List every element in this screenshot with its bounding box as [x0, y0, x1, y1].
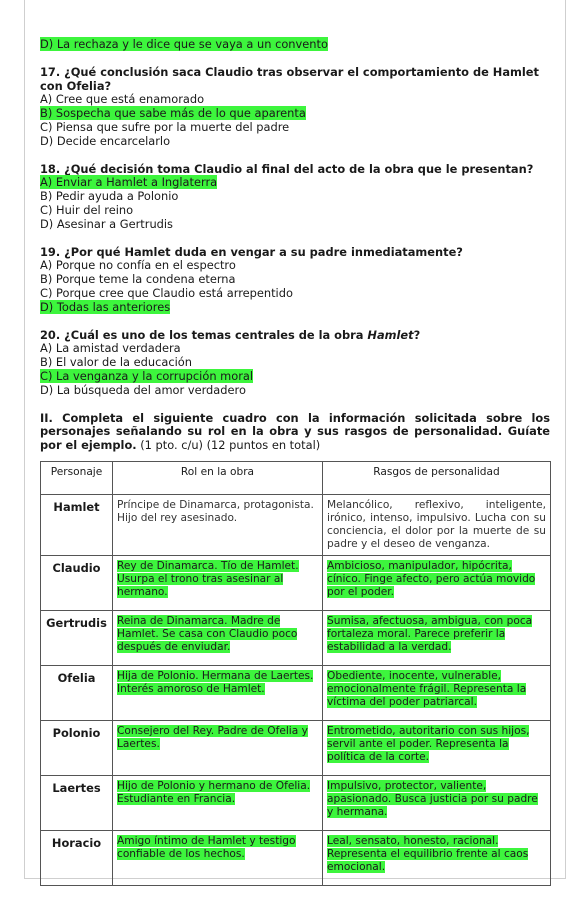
question-title: 19. ¿Por qué Hamlet duda en vengar a su padre inmediatamente?	[40, 244, 463, 259]
question-title: 17. ¿Qué conclusión saca Claudio tras observar el comportamiento de Hamlet con Ofelia?	[40, 64, 539, 93]
option-d: D) Decide encarcelarlo	[40, 133, 171, 148]
question-title: 18. ¿Qué decisión toma Claudio al final del acto de la obra que le presentan?	[40, 161, 534, 176]
option-a: A) Cree que está enamorado	[40, 92, 205, 107]
traits-cell: Entrometido, autoritario con sus hijos, servil ante el poder. Representa la política de la corte.	[323, 720, 551, 775]
option-b: B) Porque teme la condena eterna	[40, 272, 236, 287]
character-name: Gertrudis	[41, 610, 113, 665]
role-cell: Reina de Dinamarca. Madre de Hamlet. Se casa con Claudio poco después de enviudar.	[113, 610, 323, 665]
role-cell: Hijo de Polonio y hermano de Ofelia. Estudiante en Francia.	[113, 775, 323, 830]
question-18	[40, 163, 550, 232]
option-b: B) Pedir ayuda a Polonio	[40, 189, 179, 204]
document-body	[40, 38, 550, 886]
question-19	[40, 246, 550, 315]
header-rasgos: Rasgos de personalidad	[323, 461, 551, 494]
option-a: A) La amistad verdadera	[40, 341, 181, 356]
character-name: Laertes	[41, 775, 113, 830]
option-c: C) La venganza y la corrupción moral	[40, 368, 254, 383]
role-cell: Hija de Polonio. Hermana de Laertes. Interés amoroso de Hamlet.	[113, 665, 323, 720]
question-17	[40, 66, 550, 149]
table-row	[41, 494, 551, 555]
table-header-row	[41, 461, 551, 494]
role-cell: Príncipe de Dinamarca, protagonista. Hijo del rey asesinado.	[113, 494, 323, 555]
option-d: D) Todas las anteriores	[40, 299, 171, 314]
option-c: C) Porque cree que Claudio está arrepentido	[40, 285, 293, 300]
traits-cell: Sumisa, afectuosa, ambigua, con poca fortaleza moral. Parece preferir la estabilidad a la verdad.	[323, 610, 551, 665]
question-title: 20. ¿Cuál es uno de los temas centrales de la obra Hamlet?	[40, 327, 421, 342]
table-row	[41, 830, 551, 885]
traits-cell: Ambicioso, manipulador, hipócrita, cínico. Finge afecto, pero actúa movido por el poder.	[323, 555, 551, 610]
option-a: A) Enviar a Hamlet a Inglaterra	[40, 175, 218, 190]
role-cell: Amigo íntimo de Hamlet y testigo confiable de los hechos.	[113, 830, 323, 885]
option-c: C) Piensa que sufre por la muerte del padre	[40, 119, 290, 134]
table-row	[41, 610, 551, 665]
role-cell: Consejero del Rey. Padre de Ofelia y Laertes.	[113, 720, 323, 775]
table-row	[41, 720, 551, 775]
question-20	[40, 329, 550, 398]
option-b: B) Sospecha que sabe más de lo que aparenta	[40, 106, 306, 121]
traits-cell: Melancólico, reflexivo, inteligente, irónico, intenso, impulsivo. Lucha con su conciencia, el dolor por la muerte de su padre y el deseo de venganza.	[323, 494, 551, 555]
character-name: Polonio	[41, 720, 113, 775]
traits-cell: Impulsivo, protector, valiente, apasionado. Busca justicia por su padre y hermana.	[323, 775, 551, 830]
option-b: B) El valor de la educación	[40, 355, 192, 370]
previous-answer: D) La rechaza y le dice que se vaya a un convento	[40, 37, 328, 51]
table-row	[41, 555, 551, 610]
characters-table	[40, 461, 551, 886]
header-personaje: Personaje	[41, 461, 113, 494]
table-row	[41, 665, 551, 720]
option-d: D) Asesinar a Gertrudis	[40, 216, 173, 231]
header-rol: Rol en la obra	[113, 461, 323, 494]
traits-cell: Obediente, inocente, vulnerable, emocionalmente frágil. Representa la víctima del poder patriarcal.	[323, 665, 551, 720]
table-row	[41, 775, 551, 830]
role-cell: Rey de Dinamarca. Tío de Hamlet. Usurpa el trono tras asesinar al hermano.	[113, 555, 323, 610]
character-name: Ofelia	[41, 665, 113, 720]
section-ii-instructions: II. Completa el siguiente cuadro con la información solicitada sobre los personajes señalando su rol en la obra y sus rasgos de personalidad. Guíate por el ejemplo. (1 pto. c/u) (12 puntos en total)	[40, 410, 550, 453]
option-c: C) Huir del reino	[40, 202, 134, 217]
option-a: A) Porque no confía en el espectro	[40, 258, 236, 273]
character-name: Hamlet	[41, 494, 113, 555]
option-d: D) La búsqueda del amor verdadero	[40, 382, 246, 397]
character-name: Claudio	[41, 555, 113, 610]
character-name: Horacio	[41, 830, 113, 885]
traits-cell: Leal, sensato, honesto, racional. Representa el equilibrio frente al caos emocional.	[323, 830, 551, 885]
